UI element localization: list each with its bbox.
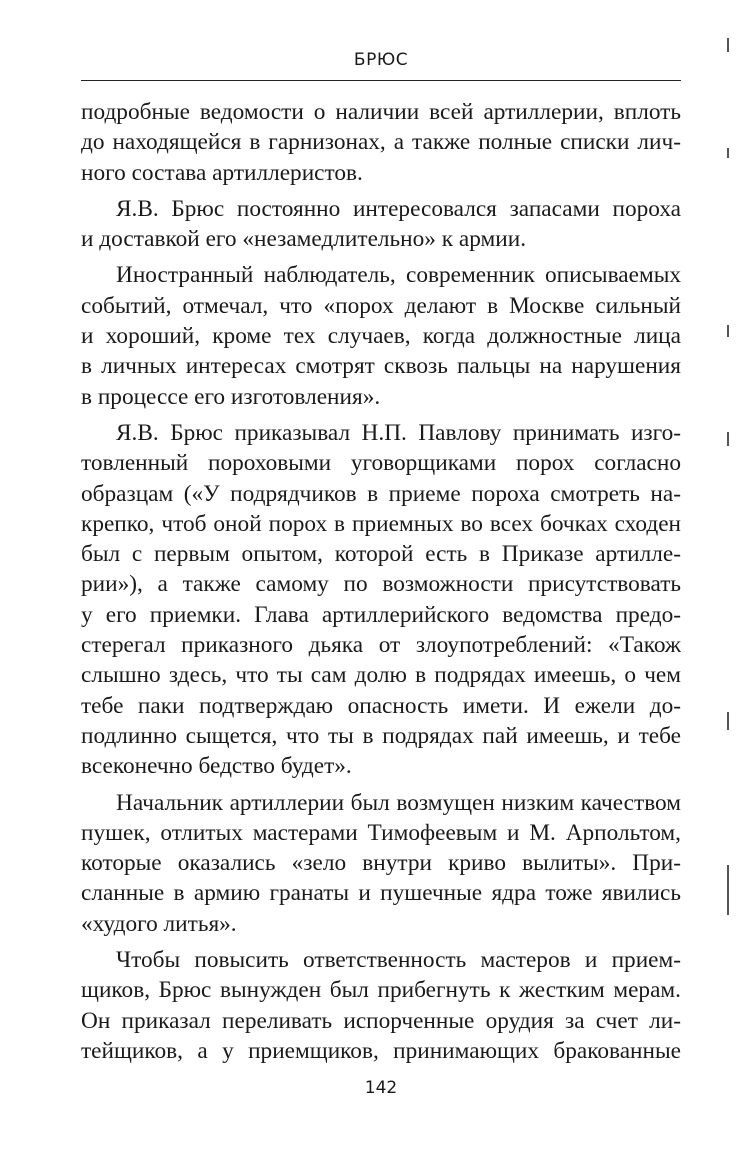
- text-line: Я.В. Брюс приказывал Н.П. Павлову принимать изго-: [116, 419, 681, 446]
- text-line: и доставкой его «незамедлительно» к армии.: [81, 226, 527, 253]
- text-line: Начальник артиллерии был возмущен низким качеством: [116, 789, 681, 816]
- text-line: Чтобы повысить ответственность мастеров и прием-: [116, 947, 681, 974]
- text-line: тебе паки подтверждаю опасность имети. И ежели до-: [81, 692, 681, 719]
- text-line: пушек, отлитых мастерами Тимофеевым и М. Арпольтом,: [81, 819, 681, 846]
- text-line: которые оказались «зело внутри криво вылиты». При-: [81, 850, 681, 877]
- text-line: всеконечно бедство будет».: [81, 753, 352, 780]
- text-line: ного состава артиллеристов.: [81, 159, 363, 186]
- text-line: «худого литья».: [81, 910, 237, 937]
- text-line: крепко, чтоб оной порох в приемных во всех бочках сходен: [81, 510, 681, 537]
- text-line: в личных интересах смотрят сквозь пальцы на нарушения: [81, 353, 681, 380]
- text-line: был с первым опытом, которой есть в Приказе артилле-: [81, 541, 681, 568]
- paragraph: [81, 260, 681, 411]
- scan-edge-mark: [727, 38, 729, 52]
- scan-edge-mark: [727, 325, 729, 337]
- paragraph: [81, 418, 681, 782]
- text-line: в процессе его изготовления».: [81, 383, 381, 410]
- body-text: [81, 97, 681, 1066]
- text-line: Он приказал переливать испорченные орудия за счет ли-: [81, 1007, 681, 1034]
- text-line: до находящейся в гарнизонах, а также полные списки лич-: [81, 129, 681, 156]
- text-line: слышно здесь, что ты сам долю в подрядах имеешь, о чем: [81, 662, 681, 689]
- text-line: Иностранный наблюдатель, современник описываемых: [116, 262, 681, 289]
- text-line: и хороший, кроме тех случаев, когда должностные лица: [81, 323, 681, 350]
- text-line: образцам («У подрядчиков в приеме пороха смотреть на-: [81, 480, 681, 507]
- text-line: товленный пороховыми уговорщиками порох согласно: [81, 450, 681, 477]
- text-line: тейщиков, а у приемщиков, принимающих бракованные: [81, 1037, 681, 1064]
- page-number: 142: [364, 1078, 398, 1098]
- paragraph: [81, 97, 681, 188]
- text-line: у его приемки. Глава артиллерийского ведомства предо-: [81, 601, 681, 628]
- header-rule: [81, 80, 681, 81]
- text-line: подлинно сыщется, что ты в подрядах пай имеешь, и тебе: [81, 722, 681, 749]
- text-line: сланные в армию гранаты и пушечные ядра тоже явились: [81, 880, 681, 907]
- text-line: щиков, Брюс вынужден был прибегнуть к жестким мерам.: [81, 977, 681, 1004]
- running-title: БРЮС: [353, 50, 409, 70]
- text-line: рии»), а также самому по возможности присутствовать: [81, 571, 681, 598]
- text-line: Я.В. Брюс постоянно интересовался запасами пороха: [116, 195, 681, 222]
- scan-edge-mark: [727, 865, 729, 915]
- scan-edge-mark: [727, 712, 729, 730]
- text-line: событий, отмечал, что «порох делают в Москве сильный: [81, 292, 681, 319]
- scan-edge-mark: [727, 148, 729, 158]
- paragraph: [81, 945, 681, 1066]
- paragraph: [81, 194, 681, 255]
- paragraph: [81, 788, 681, 939]
- scan-edge-mark: [727, 432, 729, 446]
- text-line: подробные ведомости о наличии всей артиллерии, вплоть: [81, 99, 681, 125]
- text-line: стерегал приказного дьяка от злоупотреблений: «Також: [81, 632, 681, 659]
